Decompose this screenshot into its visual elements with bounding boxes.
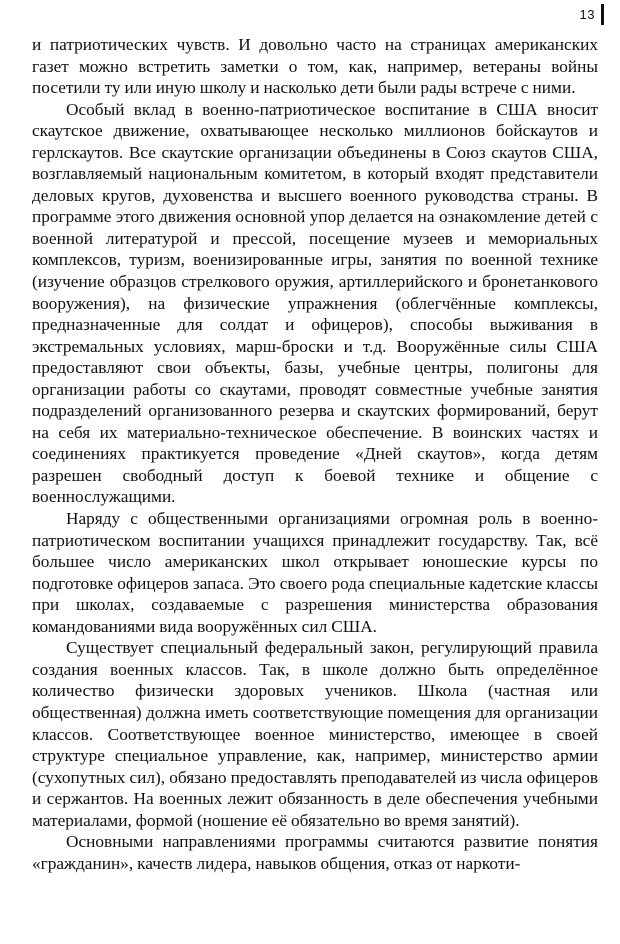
page-number: 13 [579, 6, 595, 22]
paragraph-continuation: и патриотических чувств. И довольно часто на страницах американских газет можно встретить заметки о том, как, например, ветераны войны посетили ту или иную школу и насколько дети были рады встрече с ними. [32, 35, 598, 98]
page-header [580, 3, 604, 25]
paragraph-federal-law: Существует специальный федеральный закон, регулирующий правила создания военных классов. Так, в школе должно быть определённое количество физически здоровых учеников. Школа (частная или общественная) должна иметь соответствующие помещения для организации классов. Соответствующее военное министерство, имеющее в своей структуре специальное управление, как, например, министерство армии (сухопутных сил), обязано предоставлять преподавателей из числа офицеров и сержантов. На военных лежит обязанность в деле обеспечения учебными материалами, формой (ношение её обязательно во время занятий). [32, 638, 598, 830]
page-marker-bar [601, 4, 604, 25]
paragraph-scout-movement: Особый вклад в военно-патриотическое воспитание в США вносит скаутское движение, охватывающее несколько миллионов бойскаутов и герлскаутов. Все скаутские организации объединены в Союз скаутов США, возглавляемый национальным комитетом, в который входят представители деловых кругов, духовенства и высшего военного руководства страны. В программе этого движения основной упор делается на ознакомление детей с военной литературой и прессой, посещение музеев и мемориальных комплексов, туризм, военизированные игры, занятия по военной технике (изучение образцов стрелкового оружия, артиллерийского и бронетанкового вооружения), на физические упражнения (облегчённые комплексы, предназначенные для солдат и офицеров), способы выживания в экстремальных условиях, марш-броски и т.д. Вооружённые силы США предоставляют свои объекты, базы, учебные центры, полигоны для организации работы со скаутами, проводят совместные учебные занятия подразделений организованного резерва и скаутских формирований, берут на себя их материально-техническое обеспечение. В воинских частях и соединениях практикуется проведение «Дней скаутов», когда детям разрешен свободный доступ к боевой технике и общение с военнослужащими. [32, 99, 598, 507]
body-text [32, 34, 598, 874]
paragraph-state-role: Наряду с общественными организациями огромная роль в военно-патриотическом воспитании учащихся принадлежит государству. Так, всё большее число американских школ открывает юношеские курсы по подготовке офицеров запаса. Это своего рода специальные кадетские классы при школах, создаваемые с разрешения министерства образования командованиями вида вооружённых сил США. [32, 509, 598, 636]
paragraph-program-directions: Основными направлениями программы считаются развитие понятия «гражданин», качеств лидера, навыков общения, отказ от наркоти- [32, 832, 598, 873]
